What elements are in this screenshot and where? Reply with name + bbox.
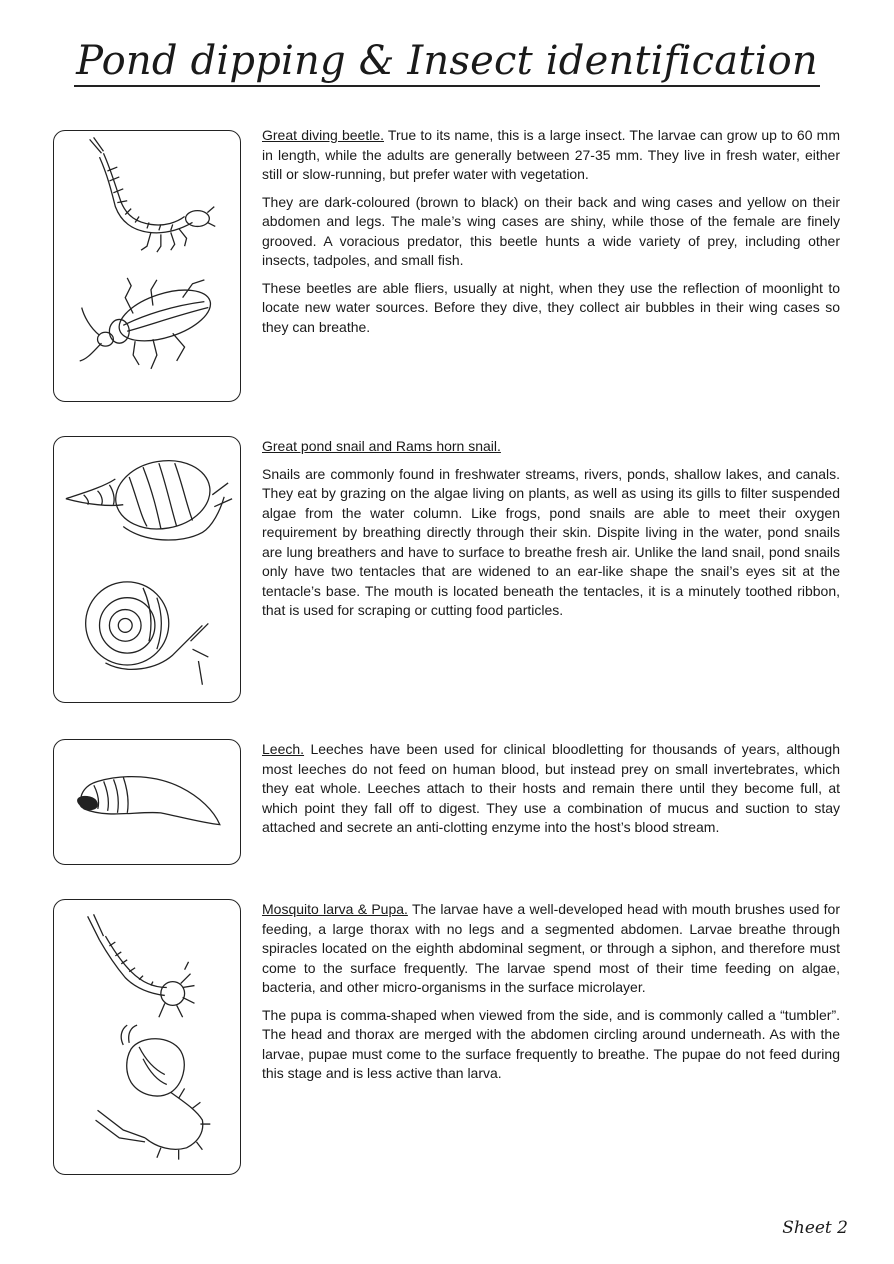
diving-beetle-paragraph-2: They are dark-coloured (brown to black) on their back and wing cases and yellow on their abdomen and legs. The male’s wing cases are shiny, while those of the female are finely grooved. A voracious predator, this beetle hunts a wide variety of prey, including other insects, tadpoles, and small fish. <box>262 193 840 268</box>
mosquito-illustration <box>54 900 240 1174</box>
diving-beetle-description <box>262 126 840 345</box>
snail-illustration <box>54 437 240 702</box>
snail-description <box>262 437 840 629</box>
leech-illustration <box>54 740 240 864</box>
mosquito-paragraph-2: The pupa is comma-shaped when viewed from the side, and is commonly called a “tumbler”. The head and thorax are merged with the abdomen circling around underneath. As with the larvae, pupae must come to the surface frequently to breathe. The pupae do not feed during this stage and is less active than larva. <box>262 1006 840 1081</box>
leech-paragraph-1: Leech. Leeches have been used for clinical bloodletting for thousands of years, although most leeches do not feed on human blood, but instead prey on small invertebrates, which they eat whole. Leeches attach to their hosts and remain there until they become full, at which point they fall off to digest. They use a combination of mucus and suction to stay attached and secrete an anti-clotting enzyme into the host’s blood stream. <box>262 741 840 835</box>
mosquito-heading: Mosquito larva & Pupa. <box>262 901 408 917</box>
diving-beetle-heading: Great diving beetle. <box>262 127 384 143</box>
diving-beetle-paragraph-1: Great diving beetle. True to its name, this is a large insect. The larvae can grow up to 60 mm in length, while the adults are generally between 27-35 mm. They live in fresh water, either still or slow-running, but prefer water with vegetation. <box>262 127 841 182</box>
diving-beetle-paragraph-3: These beetles are able fliers, usually at night, when they use the reflection of moonlight to locate new water sources. Before they dive, they collect air bubbles in their wing cases so they can breathe. <box>262 279 840 335</box>
snail-paragraph-2: Snails are commonly found in freshwater streams, rivers, ponds, shallow lakes, and canals. They eat by grazing on the algae living on plants, as well as using its gills to filter suspended algae from the water column. Like frogs, pond snails are able to meet their oxygen requirement by breathing directly through their skin. Dispite living in the water, pond snails are lung breathers and have to surface to breathe fresh air. Unlike the land snail, pond snails only have two tentacles that are widened to an ear-like shape the snail’s eyes sit at the tentacle’s base. The mouth is located beneath the tentacles, it is a minutely toothed ribbon, that is used for scraping or cutting food particles. <box>262 465 840 618</box>
diving-beetle-illustration <box>54 131 240 401</box>
snail-heading: Great pond snail and Rams horn snail. <box>262 438 501 454</box>
mosquito-paragraph-1: Mosquito larva & Pupa. The larvae have a well-developed head with mouth brushes used for feeding, a large thorax with no legs and a segmented abdomen. Larvae breathe through spiracles located on the eighth abdominal segment, or through a siphon, and therefore must come to the surface frequently. The larvae spend most of their time feeding on algae, bacteria, and other micro-organisms in the surface microlayer. <box>262 901 840 995</box>
mosquito-illustration-frame <box>53 899 241 1175</box>
page-title: Pond dipping & Insect identification <box>0 38 894 84</box>
leech-heading: Leech. <box>262 741 305 757</box>
snail-paragraph-1 <box>262 437 840 457</box>
diving-beetle-illustration-frame <box>53 130 241 402</box>
leech-illustration-frame <box>53 739 241 865</box>
leech-description <box>262 740 840 846</box>
sheet-number: Sheet 2 <box>782 1218 848 1238</box>
mosquito-description <box>262 900 840 1092</box>
snail-illustration-frame <box>53 436 241 703</box>
